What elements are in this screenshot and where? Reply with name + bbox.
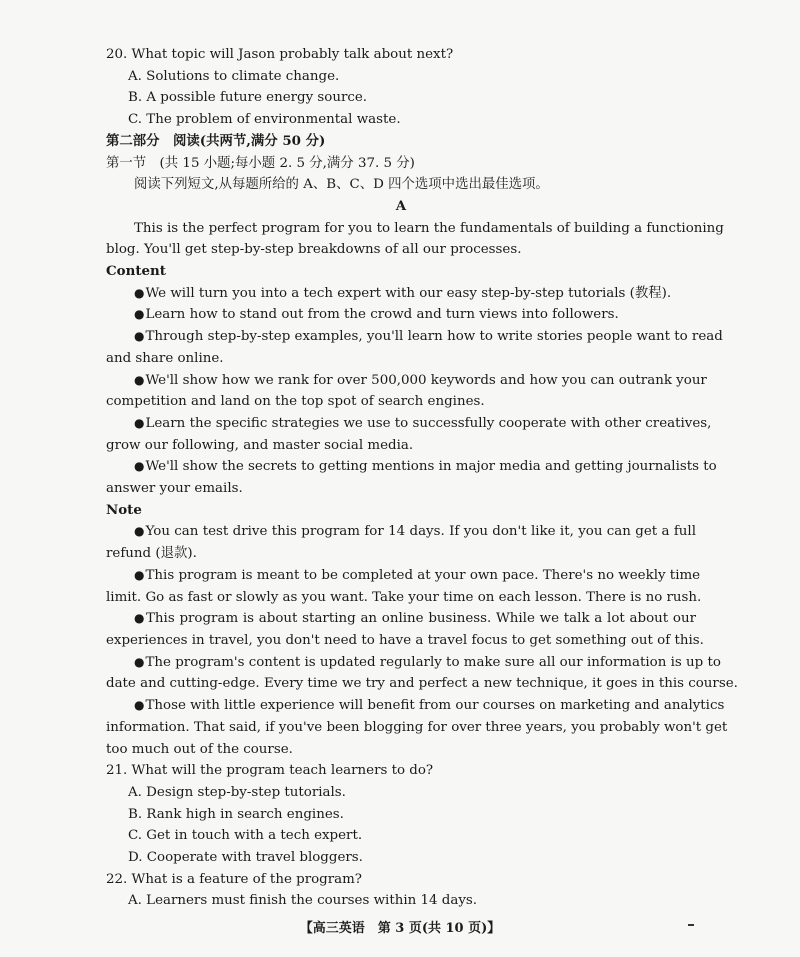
content-bullet-6-line-2: answer your emails. (106, 481, 243, 497)
q22-stem: 22. What is a feature of the program? (106, 871, 362, 887)
note-heading: Note (106, 501, 142, 518)
page-footer: 【高三英语 第 3 页(共 10 页)】 (299, 921, 501, 936)
q20-option-a: A. Solutions to climate change. (128, 68, 340, 84)
content-bullet-5-line-1: ● Learn the specific strategies we use to successfully cooperate with other creatives, (106, 413, 696, 435)
content-bullet-4-line-1: ● We'll show how we rank for over 500,000 keywords and how you can outrank your (106, 370, 696, 392)
content-bullet-3-line-2: and share online. (106, 350, 224, 366)
q21-stem: 21. What will the program teach learners to do? (106, 763, 434, 779)
scan-mark (688, 924, 694, 926)
q21-option-b: B. Rank high in search engines. (128, 806, 344, 822)
note-bullet (106, 652, 738, 695)
part2-heading: 第二部分 阅读(共两节,满分 50 分) (106, 132, 326, 149)
note-bullet (106, 521, 696, 564)
q21-option-c: C. Get in touch with a tech expert. (128, 828, 363, 844)
content-bullet-5-line-2: grow our following, and master social media. (106, 437, 414, 453)
content-bullet (106, 370, 707, 413)
content-bullet-6-line-1: ● We'll show the secrets to getting mentions in major media and getting journalists to (106, 456, 696, 478)
note-bullet-5-line-1: ● Those with little experience will benefit from our courses on marketing and analytics (106, 695, 696, 717)
reading-instruction: 阅读下列短文,从每题所给的 A、B、C、D 四个选项中选出最佳选项。 (134, 177, 549, 193)
passage-intro-line-2: blog. You'll get step-by-step breakdowns of all our processes. (106, 242, 522, 258)
content-bullet (106, 304, 696, 326)
note-bullet-3-line-1: ● This program is about starting an online business. While we talk a lot about our (106, 608, 696, 630)
content-bullet-2-line-1: ● Learn how to stand out from the crowd and turn views into followers. (106, 304, 696, 326)
content-bullet (106, 413, 712, 456)
q21-option-d: D. Cooperate with travel bloggers. (128, 850, 363, 866)
content-bullet (106, 326, 723, 369)
content-bullet-1-line-1: ● We will turn you into a tech expert with our easy step-by-step tutorials (教程). (106, 283, 696, 305)
content-heading: Content (106, 263, 166, 280)
note-bullet-2-line-2: limit. Go as fast or slowly as you want. Take your time on each lesson. There is no rush. (106, 589, 702, 605)
note-bullet-1-line-1: ● You can test drive this program for 14 days. If you don't like it, you can get a full (106, 521, 696, 543)
note-bullet-4-line-1: ● The program's content is updated regularly to make sure all our information is up to (106, 652, 696, 674)
section1-heading: 第一节 (共 15 小题;每小题 2. 5 分,满分 37. 5 分) (106, 155, 415, 171)
q20-option-b: B. A possible future energy source. (128, 90, 368, 106)
passage-letter: A (395, 197, 407, 214)
q20-stem: 20. What topic will Jason probably talk about next? (106, 47, 454, 62)
content-bullet (106, 456, 717, 499)
note-bullet-1-line-2: refund (退款). (106, 546, 197, 562)
q21-option-a: A. Design step-by-step tutorials. (128, 784, 346, 800)
q20-option-c: C. The problem of environmental waste. (128, 112, 401, 128)
content-bullet (106, 283, 696, 305)
note-bullet-4-line-2: date and cutting-edge. Every time we try and perfect a new technique, it goes in this course. (106, 676, 738, 692)
note-bullet-5-line-3: too much out of the course. (106, 741, 293, 757)
note-bullet (106, 565, 702, 608)
q22-option-a: A. Learners must finish the courses within 14 days. (128, 893, 478, 909)
passage-intro-line-1: This is the perfect program for you to learn the fundamentals of building a functioning (134, 220, 724, 236)
note-bullet-2-line-1: ● This program is meant to be completed at your own pace. There's no weekly time (106, 565, 696, 587)
content-bullet-3-line-1: ● Through step-by-step examples, you'll learn how to write stories people want to read (106, 326, 696, 348)
content-bullet-4-line-2: competition and land on the top spot of search engines. (106, 394, 485, 410)
note-bullet (106, 608, 704, 651)
note-bullet-5-line-2: information. That said, if you've been blogging for over three years, you probably won't get (106, 719, 728, 735)
note-bullet-3-line-2: experiences in travel, you don't need to have a travel focus to get something out of this. (106, 632, 704, 648)
note-bullet (106, 695, 728, 760)
